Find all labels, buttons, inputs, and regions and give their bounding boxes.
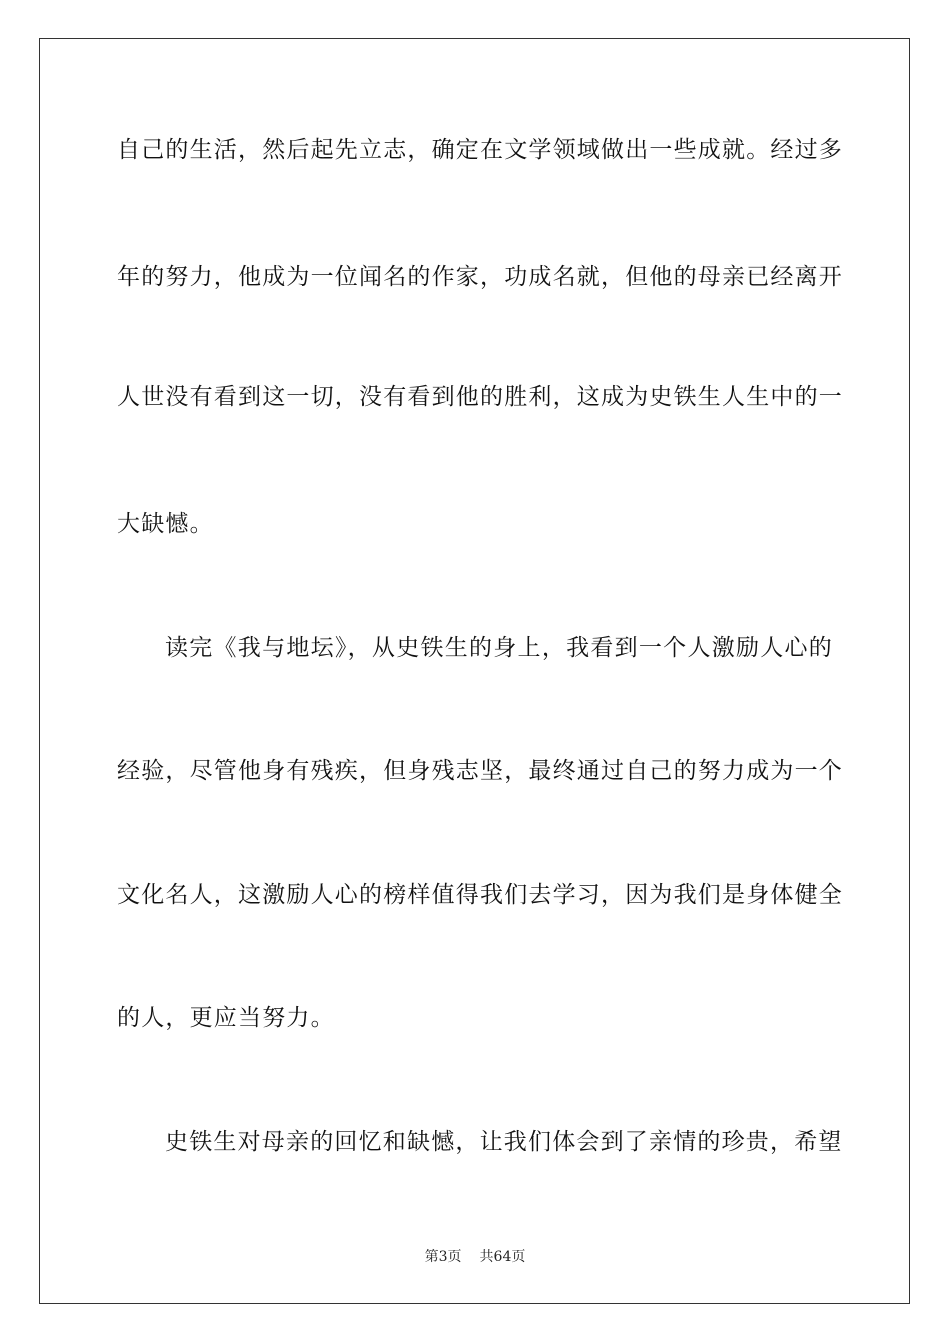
paragraph-line: 年的努力，他成为一位闻名的作家，功成名就，但他的母亲已经离开 [117,264,843,290]
paragraph-line: 经验，尽管他身有残疾，但身残志坚，最终通过自己的努力成为一个 [117,758,843,784]
paragraph-line: 人世没有看到这一切，没有看到他的胜利，这成为史铁生人生中的一 [117,384,843,410]
paragraph-line: 史铁生对母亲的回忆和缺憾，让我们体会到了亲情的珍贵，希望 [165,1129,843,1155]
page-number: 第3页 [424,1249,462,1265]
paragraph-line: 的人，更应当努力。 [117,1005,335,1031]
page-footer [0,1248,950,1266]
paragraph-line: 读完《我与地坛》，从史铁生的身上，我看到一个人激励人心的 [165,635,833,661]
page-border [39,38,910,1304]
paragraph-line: 大缺憾。 [117,511,214,537]
paragraph-line: 文化名人，这激励人心的榜样值得我们去学习，因为我们是身体健全 [117,882,843,908]
page-total: 共64页 [479,1249,526,1265]
paragraph-line: 自己的生活，然后起先立志，确定在文学领域做出一些成就。经过多 [117,137,843,163]
